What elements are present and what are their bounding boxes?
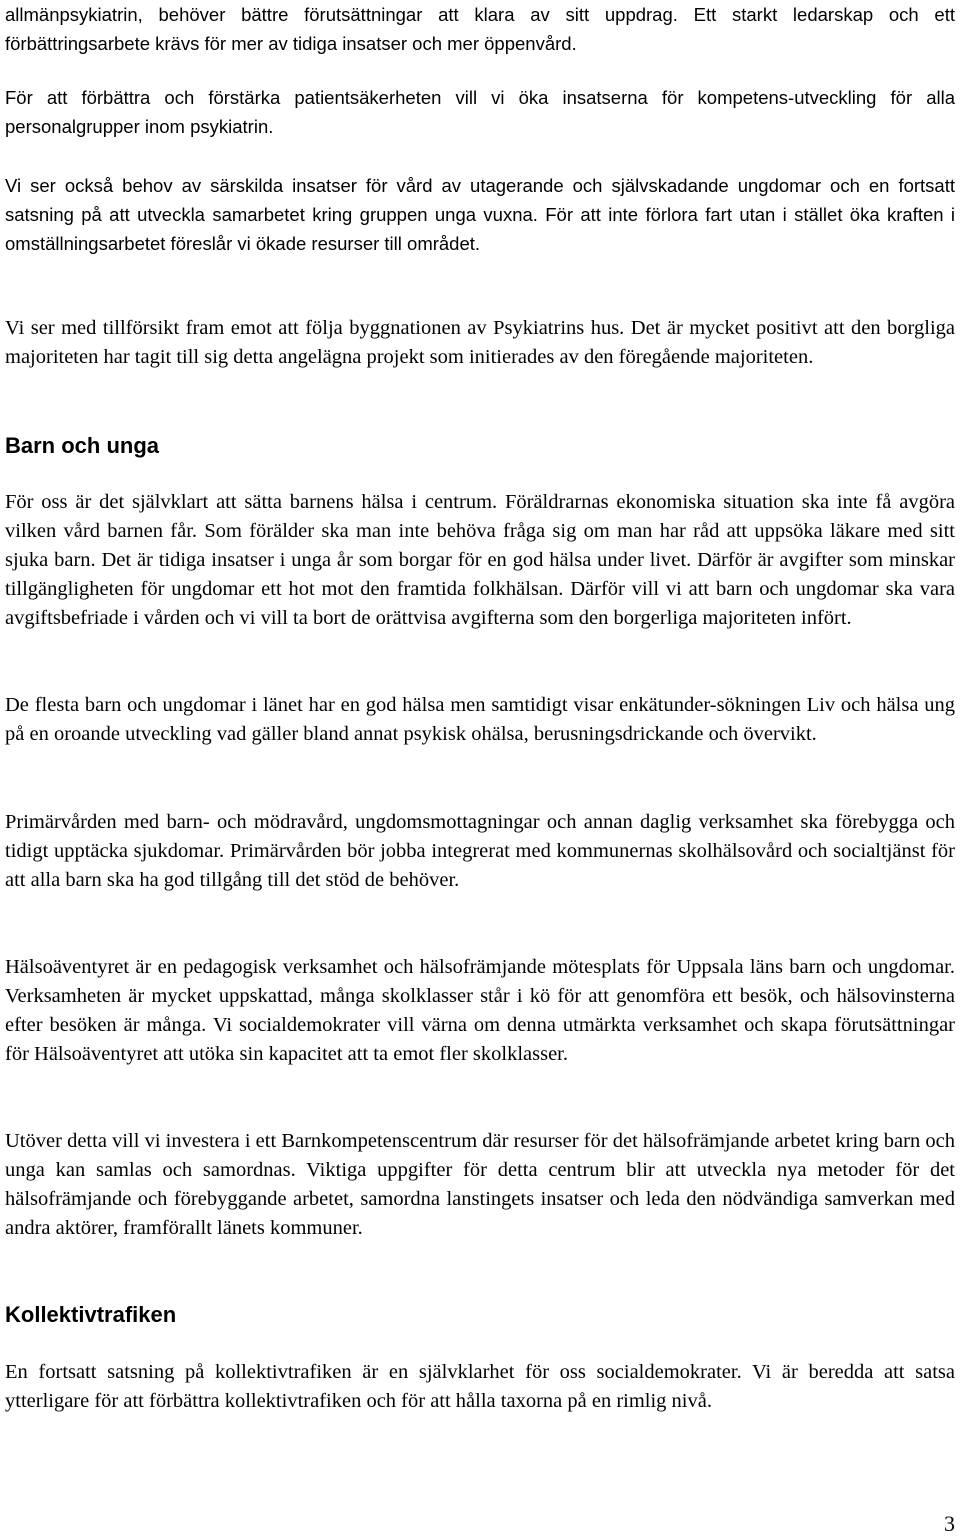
heading-kollektivtrafiken: Kollektivtrafiken <box>5 1302 177 1327</box>
paragraph-psykiatrins-hus: Vi ser med tillförsikt fram emot att följa byggnationen av Psykiatrins hus. Det är mycket positivt att den borgliga majoriteten har tagit till sig detta angelägna projekt som initierades av den föregående majoriteten. <box>5 317 955 368</box>
paragraph-halsoaventyret: Hälsoäventyret är en pedagogisk verksamhet och hälsofrämjande mötesplats för Uppsala läns barn och ungdomar. Verksamheten är mycket uppskattad, många skolklasser står i kö för att genomföra ett besök, och hälsovinsterna efter besöken är många. Vi socialdemokrater vill värna om denna utmärkta verksamhet och skapa förutsättningar för Hälsoäventyret att utöka sin kapacitet att ta emot fler skolklasser. <box>5 956 955 1065</box>
paragraph-barnkompetenscentrum: Utöver detta vill vi investera i ett Barnkompetenscentrum där resurser för det hälsofrämjande arbetet kring barn och unga kan samlas och samordnas. Viktiga uppgifter för detta centrum blir att utveckla nya metoder för det hälsofrämjande och förebyggande arbetet, samordna lanstingets insatser och leda den nödvändiga samverkan med andra aktörer, framförallt länets kommuner. <box>5 1130 955 1239</box>
paragraph-barnens-halsa: För oss är det självklart att sätta barnens hälsa i centrum. Föräldrarnas ekonomiska situation ska inte få avgöra vilken vård barnen får. Som förälder ska man inte behöva fråga sig om man har råd att uppsöka läkare med sitt sjuka barn. Det är tidiga insatser i unga år som borgar för en god hälsa under livet. Därför är avgifter som minskar tillgängligheten för ungdomar ett hot mot den framtida folkhälsan. Därför vill vi att barn och ungdomar ska vara avgiftsbefriade i vården och vi vill ta bort de orättvisa avgifterna som den borgerliga majoriteten infört. <box>5 491 955 629</box>
paragraph-psykiatri-ledarskap: allmänpsykiatrin, behöver bättre förutsättningar att klara av sitt uppdrag. Ett starkt ledarskap och ett förbättringsarbete krävs för mer av tidiga insatser och mer öppenvård. <box>5 4 955 54</box>
heading-barn-och-unga: Barn och unga <box>5 433 160 458</box>
page-number: 3 <box>944 1511 955 1536</box>
paragraph-barn-ungdomar-halsa: De flesta barn och ungdomar i länet har en god hälsa men samtidigt visar enkätunder-sökningen Liv och hälsa ung på en oroande utveckling vad gäller bland annat psykisk ohälsa, berusningsdrickande och övervikt. <box>5 694 955 745</box>
paragraph-primarvarden: Primärvården med barn- och mödravård, ungdomsmottagningar och annan daglig verksamhet ska förebygga och tidigt upptäcka sjukdomar. Primärvården bör jobba integrerat med kommunernas skolhälsovård och socialtjänst för att alla barn ska ha god tillgång till det stöd de behöver. <box>5 811 955 891</box>
paragraph-sarskilda-insatser: Vi ser också behov av särskilda insatser för vård av utagerande och självskadande ungdomar och en fortsatt satsning på att utveckla samarbetet kring gruppen unga vuxna. För att inte förlora fart utan i stället öka kraften i omställningsarbetet föreslår vi ökade resurser till området. <box>5 175 955 254</box>
paragraph-patientsakerhet: För att förbättra och förstärka patientsäkerheten vill vi öka insatserna för kompetens-utveckling för alla personalgrupper inom psykiatrin. <box>5 87 955 137</box>
paragraph-kollektivtrafik: En fortsatt satsning på kollektivtrafiken är en självklarhet för oss socialdemokrater. Vi är beredda att satsa ytterligare för att förbättra kollektivtrafiken och för att hålla taxorna på en rimlig nivå. <box>5 1361 955 1412</box>
